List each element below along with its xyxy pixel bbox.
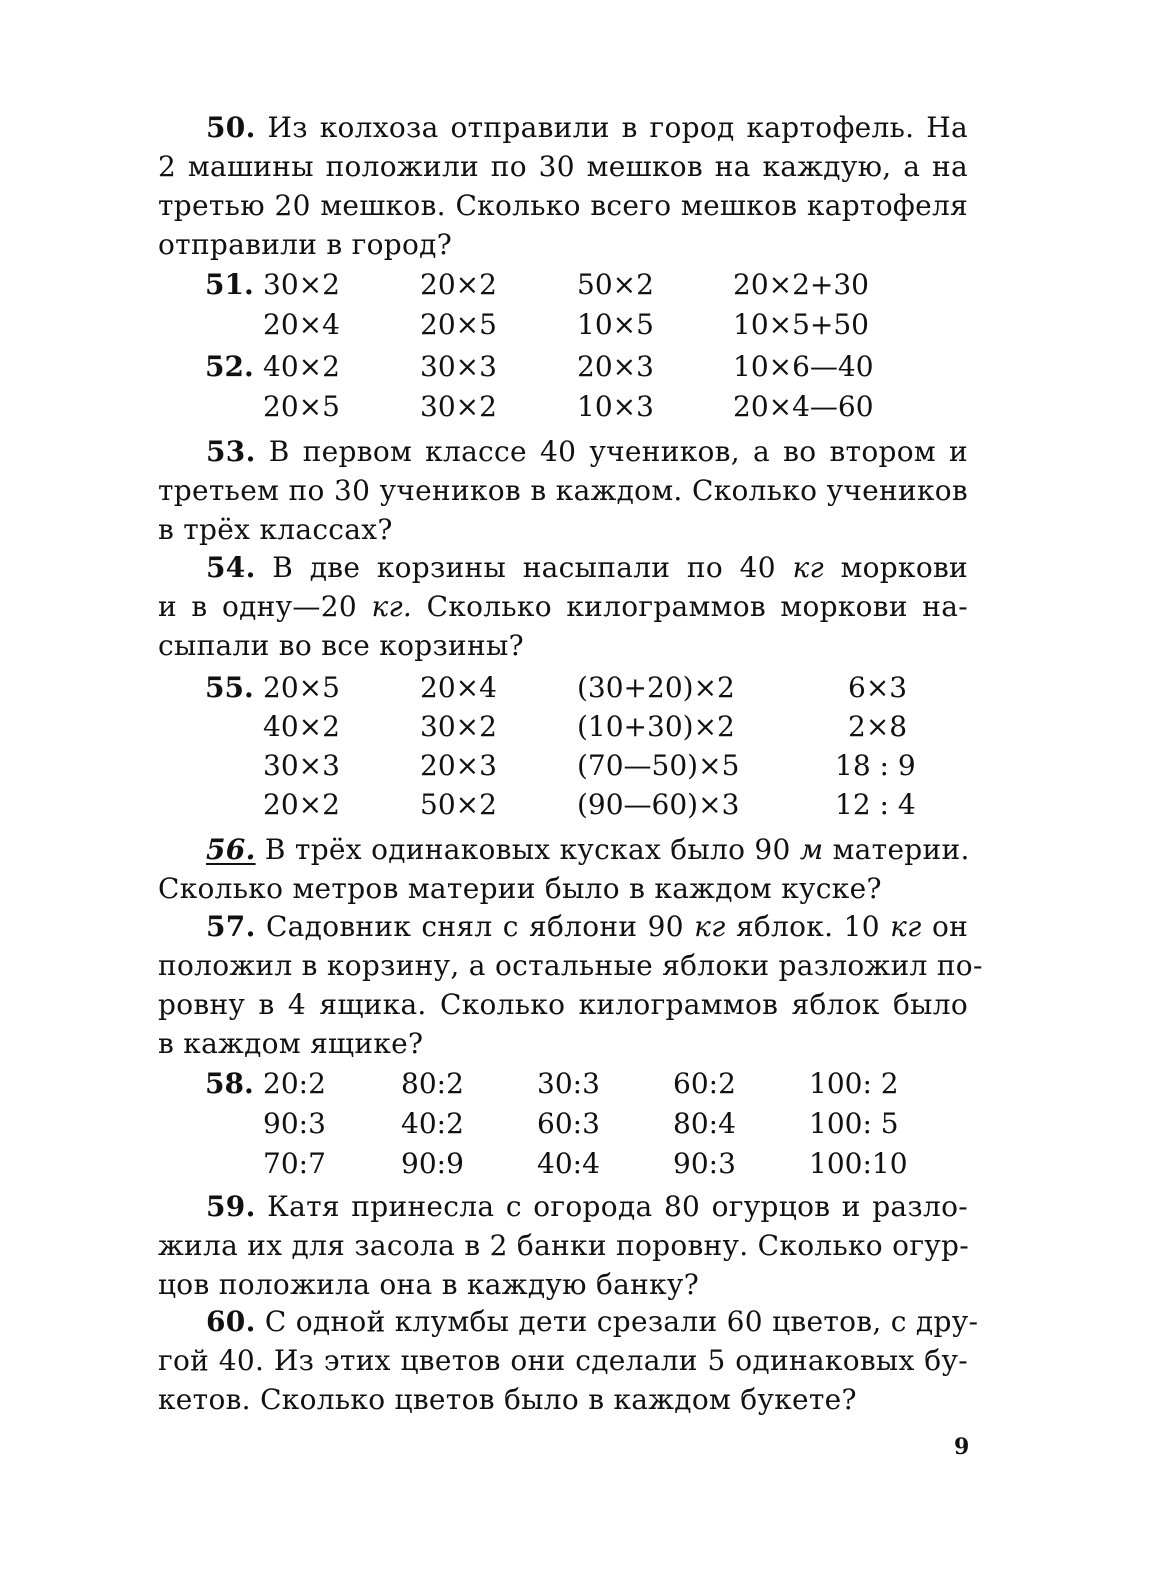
problem-54: 54. В две корзины насыпали по 40 кг моркови и в одну—20 кг. Сколько килограммов моркови на- сыпали во все корзины? — [158, 548, 968, 665]
unit-label: м — [799, 833, 824, 866]
expression: 20×4 — [263, 308, 340, 341]
expression: 12 : 4 — [835, 788, 916, 821]
expression: (90—60)×3 — [577, 788, 740, 821]
expression: 10×3 — [577, 390, 654, 423]
problem-text: третью 20 мешков. Сколько всего мешков картофеля — [158, 189, 968, 222]
expression: 40×2 — [263, 710, 340, 743]
expression: 6×3 — [848, 671, 908, 704]
problem-text: в трёх классах? — [158, 513, 393, 546]
problem-text: 2 машины положили по 30 мешков на каждую, а на — [158, 150, 968, 183]
problem-number: 50. — [206, 111, 256, 144]
problem-56: 56. В трёх одинаковых кусках было 90 м материи. Сколько метров материи было в каждом куске? — [158, 830, 968, 908]
expression: (30+20)×2 — [577, 671, 735, 704]
problem-number: 60. — [206, 1305, 256, 1338]
problem-text: гой 40. Из этих цветов они сделали 5 одинаковых бу- — [158, 1344, 968, 1377]
problem-text: жила их для засола в 2 банки поровну. Сколько огур- — [158, 1229, 970, 1262]
problem-number: 59. — [206, 1190, 256, 1223]
expression: 10×6—40 — [733, 350, 874, 383]
problem-59 — [158, 1187, 968, 1304]
expression: (70—50)×5 — [577, 749, 740, 782]
problem-number: 53. — [206, 435, 256, 468]
problem-text: сыпали во все корзины? — [158, 629, 524, 662]
expression: 30×2 — [263, 268, 340, 301]
expression: 18 : 9 — [835, 749, 916, 782]
expression: 100:10 — [809, 1147, 908, 1180]
expression: 50×2 — [420, 788, 497, 821]
expression: 40×2 — [263, 350, 340, 383]
expression: 70:7 — [263, 1147, 326, 1180]
expression: 30×2 — [420, 710, 497, 743]
problem-text: С одной клумбы дети срезали 60 цветов, с дру- — [264, 1305, 979, 1338]
expression: 100: 2 — [809, 1067, 899, 1100]
problem-number: 54. — [206, 551, 256, 584]
problem-text: цов положила она в каждую банку? — [158, 1268, 700, 1301]
problem-57: 57. Садовник снял с яблони 90 кг яблок. 10 кг он положил в корзину, а остальные яблоки разложил по- ровну в 4 ящика. Сколько килограммов яблок было в каждом ящике? — [158, 907, 968, 1063]
exercise-number: 58. — [205, 1067, 254, 1100]
problem-50 — [158, 108, 968, 264]
exercise-number: 55. — [205, 671, 254, 704]
expression: 20×3 — [577, 350, 654, 383]
problem-60 — [158, 1302, 979, 1419]
exercise-number: 51. — [205, 268, 254, 301]
expression: 20×5 — [263, 671, 340, 704]
expression: 30:3 — [537, 1067, 600, 1100]
expression: 10×5+50 — [733, 308, 869, 341]
problem-text: Катя принесла с огорода 80 огурцов и разло- — [267, 1190, 969, 1223]
expression: 100: 5 — [809, 1107, 899, 1140]
expression: 80:4 — [673, 1107, 736, 1140]
expression: 60:2 — [673, 1067, 736, 1100]
expression: 40:4 — [537, 1147, 600, 1180]
problem-text: В первом классе 40 учеников, а во втором и — [268, 435, 968, 468]
problem-text: в каждом ящике? — [158, 1027, 424, 1060]
expression: 20×4 — [420, 671, 497, 704]
problem-text: кетов. Сколько цветов было в каждом букете? — [158, 1383, 857, 1416]
expression: 50×2 — [577, 268, 654, 301]
expression: 60:3 — [537, 1107, 600, 1140]
expression: 20×3 — [420, 749, 497, 782]
problem-text: отправили в город? — [158, 228, 453, 261]
expression: 2×8 — [848, 710, 908, 743]
expression: 30×3 — [420, 350, 497, 383]
expression: 90:9 — [401, 1147, 464, 1180]
problem-53 — [158, 432, 968, 549]
unit-label: кг. — [371, 590, 413, 623]
expression: 20×2 — [420, 268, 497, 301]
problem-number: 56. — [206, 833, 256, 866]
problem-text: положил в корзину, а остальные яблоки разложил по- — [158, 949, 983, 982]
expression: 40:2 — [401, 1107, 464, 1140]
problem-text: ровну в 4 ящика. Сколько килограммов яблок было — [158, 988, 968, 1021]
unit-label: кг — [694, 910, 726, 943]
exercise-number: 52. — [205, 350, 254, 383]
expression: 30×3 — [263, 749, 340, 782]
problem-text: Из колхоза отправили в город картофель. На — [267, 111, 968, 144]
expression: 90:3 — [263, 1107, 326, 1140]
expression: 20×5 — [420, 308, 497, 341]
expression: (10+30)×2 — [577, 710, 735, 743]
expression: 20×2 — [263, 788, 340, 821]
expression: 10×5 — [577, 308, 654, 341]
problem-number: 57. — [206, 910, 256, 943]
problem-text: Сколько метров материи было в каждом куске? — [158, 872, 882, 905]
problem-text: третьем по 30 учеников в каждом. Сколько учеников — [158, 474, 968, 507]
expression: 30×2 — [420, 390, 497, 423]
unit-label: кг — [792, 551, 824, 584]
expression: 20×2+30 — [733, 268, 869, 301]
expression: 20:2 — [263, 1067, 326, 1100]
expression: 80:2 — [401, 1067, 464, 1100]
expression: 90:3 — [673, 1147, 736, 1180]
expression: 20×4—60 — [733, 390, 874, 423]
unit-label: кг — [890, 910, 922, 943]
page-number: 9 — [954, 1434, 970, 1460]
expression: 20×5 — [263, 390, 340, 423]
